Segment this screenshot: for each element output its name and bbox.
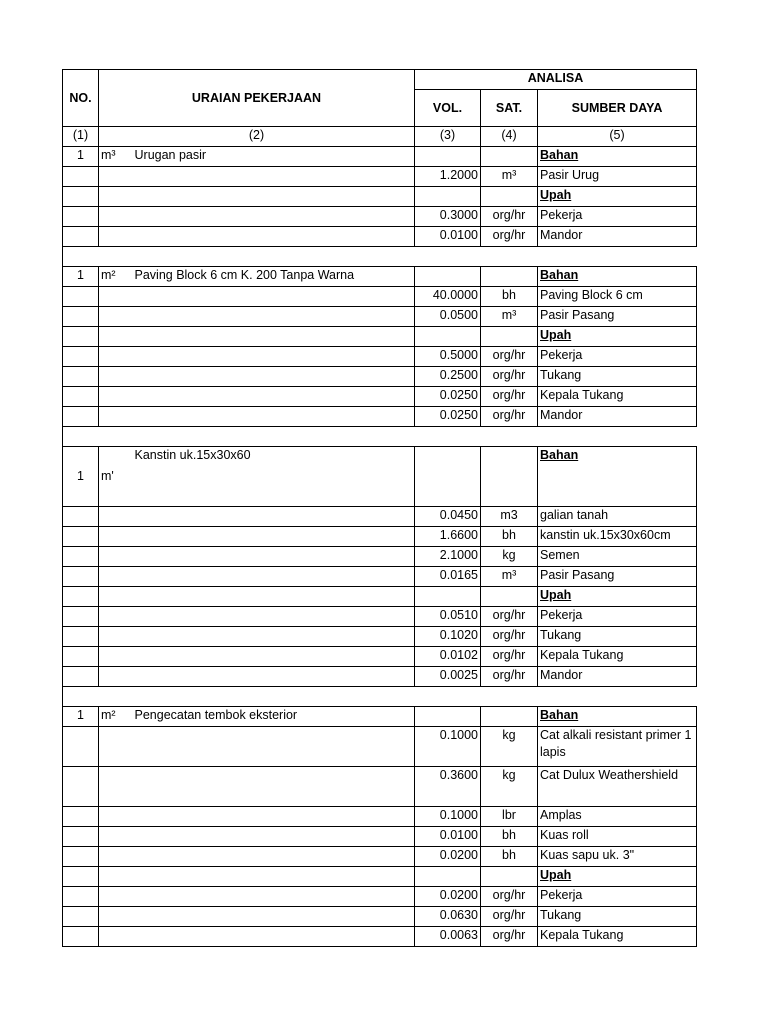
col-index-1: (1) [63, 127, 99, 147]
unit-cell: bh [481, 287, 538, 307]
volume-cell: 0.3000 [415, 207, 481, 227]
item-number: 1 [63, 267, 99, 287]
table-row [63, 807, 697, 827]
uraian-empty [99, 607, 415, 627]
resource-name: Tukang [538, 627, 697, 647]
table-row [63, 327, 697, 347]
table-row [63, 147, 697, 167]
resource-section-label: Bahan [538, 267, 697, 287]
table-row [63, 287, 697, 307]
unit-cell: m³ [481, 567, 538, 587]
resource-name: Mandor [538, 227, 697, 247]
uraian-empty [99, 847, 415, 867]
resource-section-label: Bahan [538, 447, 697, 507]
uraian-empty [99, 807, 415, 827]
col-header-analisa: ANALISA [415, 70, 697, 90]
resource-section-label: Upah [538, 327, 697, 347]
item-number-empty [63, 207, 99, 227]
item-number-empty [63, 847, 99, 867]
item-unit [99, 147, 133, 167]
unit-cell [481, 187, 538, 207]
item-unit-label: m² [101, 268, 116, 282]
item-number-empty [63, 907, 99, 927]
volume-cell: 0.0450 [415, 507, 481, 527]
unit-underline [99, 286, 133, 287]
item-number-empty [63, 727, 99, 767]
table-row [63, 927, 697, 947]
volume-cell: 40.0000 [415, 287, 481, 307]
unit-cell: m³ [481, 167, 538, 187]
uraian-empty [99, 567, 415, 587]
item-number-empty [63, 287, 99, 307]
item-unit [99, 707, 133, 727]
volume-cell [415, 707, 481, 727]
uraian-empty [99, 407, 415, 427]
table-row [63, 767, 697, 807]
unit-cell: org/hr [481, 347, 538, 367]
volume-cell [415, 867, 481, 887]
unit-cell: bh [481, 847, 538, 867]
item-number-empty [63, 607, 99, 627]
section-gap [63, 427, 697, 447]
resource-section-label: Upah [538, 587, 697, 607]
item-number-empty [63, 927, 99, 947]
table-row [63, 187, 697, 207]
uraian-empty [99, 827, 415, 847]
unit-cell: org/hr [481, 207, 538, 227]
item-unit-label: m' [101, 469, 114, 483]
resource-name: kanstin uk.15x30x60cm [538, 527, 697, 547]
volume-cell: 0.1000 [415, 727, 481, 767]
item-number-empty [63, 347, 99, 367]
unit-cell: kg [481, 547, 538, 567]
resource-name: Tukang [538, 907, 697, 927]
resource-section-label: Bahan [538, 147, 697, 167]
table-row [63, 627, 697, 647]
table-row [63, 667, 697, 687]
resource-name: Tukang [538, 367, 697, 387]
table-row [63, 307, 697, 327]
volume-cell: 2.1000 [415, 547, 481, 567]
volume-cell: 0.0165 [415, 567, 481, 587]
volume-cell: 0.0100 [415, 227, 481, 247]
col-header-uraian: URAIAN PEKERJAAN [99, 70, 415, 127]
unit-cell: kg [481, 767, 538, 807]
col-index-5: (5) [538, 127, 697, 147]
resource-name: Kuas sapu uk. 3" [538, 847, 697, 867]
item-number-empty [63, 167, 99, 187]
unit-cell [481, 147, 538, 167]
resource-name: galian tanah [538, 507, 697, 527]
item-title: Urugan pasir [133, 147, 415, 167]
uraian-empty [99, 387, 415, 407]
col-index-2: (2) [99, 127, 415, 147]
unit-cell: org/hr [481, 667, 538, 687]
uraian-empty [99, 287, 415, 307]
gap-cell [63, 687, 697, 707]
volume-cell: 1.2000 [415, 167, 481, 187]
volume-cell: 0.0250 [415, 387, 481, 407]
item-number-empty [63, 867, 99, 887]
uraian-empty [99, 307, 415, 327]
item-number-empty [63, 407, 99, 427]
table-row [63, 407, 697, 427]
item-unit [99, 267, 133, 287]
table-row [63, 867, 697, 887]
uraian-empty [99, 527, 415, 547]
col-header-vol: VOL. [415, 90, 481, 127]
volume-cell [415, 447, 481, 507]
resource-name: Pekerja [538, 607, 697, 627]
item-number-empty [63, 627, 99, 647]
uraian-empty [99, 887, 415, 907]
uraian-empty [99, 207, 415, 227]
volume-cell: 0.0500 [415, 307, 481, 327]
unit-cell: kg [481, 727, 538, 767]
volume-cell: 0.0200 [415, 887, 481, 907]
resource-section-label: Upah [538, 867, 697, 887]
volume-cell: 0.0510 [415, 607, 481, 627]
resource-name: Cat Dulux Weathershield [538, 767, 697, 807]
uraian-empty [99, 347, 415, 367]
resource-name: Pasir Urug [538, 167, 697, 187]
volume-cell [415, 187, 481, 207]
item-number-empty [63, 567, 99, 587]
uraian-empty [99, 927, 415, 947]
item-number-empty [63, 227, 99, 247]
volume-cell: 0.0200 [415, 847, 481, 867]
item-number-empty [63, 827, 99, 847]
resource-name: Kepala Tukang [538, 387, 697, 407]
unit-cell: m³ [481, 307, 538, 327]
table-row [63, 727, 697, 767]
table-body [63, 147, 697, 947]
uraian-empty [99, 367, 415, 387]
section-gap [63, 247, 697, 267]
item-number-empty [63, 767, 99, 807]
volume-cell: 1.6600 [415, 527, 481, 547]
uraian-empty [99, 667, 415, 687]
uraian-empty [99, 867, 415, 887]
item-number-empty [63, 387, 99, 407]
uraian-empty [99, 907, 415, 927]
table-row [63, 367, 697, 387]
table-row [63, 827, 697, 847]
item-number-empty [63, 527, 99, 547]
resource-name: Kepala Tukang [538, 927, 697, 947]
col-index-3: (3) [415, 127, 481, 147]
col-header-sat: SAT. [481, 90, 538, 127]
item-title: Kanstin uk.15x30x60 [133, 447, 415, 507]
table-row [63, 707, 697, 727]
unit-cell: org/hr [481, 227, 538, 247]
volume-cell: 0.0102 [415, 647, 481, 667]
resource-name: Mandor [538, 667, 697, 687]
volume-cell: 0.3600 [415, 767, 481, 807]
resource-section-label: Bahan [538, 707, 697, 727]
table-row [63, 547, 697, 567]
table-row [63, 527, 697, 547]
volume-cell: 0.1000 [415, 807, 481, 827]
unit-cell [481, 587, 538, 607]
uraian-empty [99, 647, 415, 667]
item-title: Pengecatan tembok eksterior [133, 707, 415, 727]
gap-cell [63, 247, 697, 267]
uraian-empty [99, 547, 415, 567]
volume-cell [415, 327, 481, 347]
table-row [63, 227, 697, 247]
item-number: 1 [63, 707, 99, 727]
uraian-empty [99, 767, 415, 807]
unit-cell: bh [481, 827, 538, 847]
table-row [63, 647, 697, 667]
table-row [63, 567, 697, 587]
item-number-empty [63, 647, 99, 667]
resource-name: Pasir Pasang [538, 567, 697, 587]
volume-cell [415, 587, 481, 607]
gap-cell [63, 427, 697, 447]
item-number-empty [63, 547, 99, 567]
resource-name: Amplas [538, 807, 697, 827]
item-number-empty [63, 327, 99, 347]
uraian-empty [99, 227, 415, 247]
table-row [63, 387, 697, 407]
table-row [63, 447, 697, 507]
volume-cell: 0.0630 [415, 907, 481, 927]
resource-name: Pekerja [538, 887, 697, 907]
unit-cell [481, 267, 538, 287]
item-number-empty [63, 887, 99, 907]
table-row [63, 207, 697, 227]
unit-cell: org/hr [481, 367, 538, 387]
unit-cell: org/hr [481, 647, 538, 667]
item-number-empty [63, 807, 99, 827]
unit-underline [99, 166, 133, 167]
uraian-empty [99, 727, 415, 767]
volume-cell: 0.0100 [415, 827, 481, 847]
resource-name: Semen [538, 547, 697, 567]
resource-name: Pasir Pasang [538, 307, 697, 327]
unit-cell [481, 707, 538, 727]
col-header-no: NO. [63, 70, 99, 127]
volume-cell: 0.0063 [415, 927, 481, 947]
uraian-empty [99, 167, 415, 187]
resource-name: Mandor [538, 407, 697, 427]
item-number-empty [63, 667, 99, 687]
unit-cell: m3 [481, 507, 538, 527]
unit-cell: org/hr [481, 927, 538, 947]
resource-section-label: Upah [538, 187, 697, 207]
item-number-empty [63, 307, 99, 327]
resource-name: Kuas roll [538, 827, 697, 847]
volume-cell: 0.2500 [415, 367, 481, 387]
table-row [63, 907, 697, 927]
table-row [63, 347, 697, 367]
uraian-empty [99, 587, 415, 607]
item-number-empty [63, 187, 99, 207]
analisa-table [62, 69, 697, 947]
uraian-empty [99, 187, 415, 207]
unit-cell [481, 447, 538, 507]
item-number-empty [63, 507, 99, 527]
unit-cell: lbr [481, 807, 538, 827]
table-row [63, 587, 697, 607]
unit-cell: org/hr [481, 407, 538, 427]
item-number: 1 [63, 447, 99, 507]
item-unit [99, 447, 133, 507]
uraian-empty [99, 327, 415, 347]
item-number-empty [63, 587, 99, 607]
resource-name: Pekerja [538, 347, 697, 367]
item-unit-label: m² [101, 708, 116, 722]
col-index-4: (4) [481, 127, 538, 147]
unit-cell [481, 327, 538, 347]
uraian-empty [99, 627, 415, 647]
resource-name: Pekerja [538, 207, 697, 227]
volume-cell: 0.1020 [415, 627, 481, 647]
unit-cell: bh [481, 527, 538, 547]
unit-cell: org/hr [481, 887, 538, 907]
unit-cell: org/hr [481, 607, 538, 627]
resource-name: Cat alkali resistant primer 1 lapis [538, 727, 697, 767]
volume-cell: 0.5000 [415, 347, 481, 367]
volume-cell: 0.0250 [415, 407, 481, 427]
table-row [63, 267, 697, 287]
volume-cell [415, 147, 481, 167]
unit-underline [99, 726, 133, 727]
item-number-empty [63, 367, 99, 387]
unit-cell [481, 867, 538, 887]
table-row [63, 607, 697, 627]
resource-name: Paving Block 6 cm [538, 287, 697, 307]
volume-cell [415, 267, 481, 287]
unit-cell: org/hr [481, 907, 538, 927]
unit-cell: org/hr [481, 387, 538, 407]
resource-name: Kepala Tukang [538, 647, 697, 667]
item-number: 1 [63, 147, 99, 167]
uraian-empty [99, 507, 415, 527]
volume-cell: 0.0025 [415, 667, 481, 687]
col-header-sumber-daya: SUMBER DAYA [538, 90, 697, 127]
table-row [63, 167, 697, 187]
table-row [63, 887, 697, 907]
item-unit-label: m³ [101, 148, 116, 162]
item-title: Paving Block 6 cm K. 200 Tanpa Warna [133, 267, 415, 287]
section-gap [63, 687, 697, 707]
table-row [63, 847, 697, 867]
table-row [63, 507, 697, 527]
unit-cell: org/hr [481, 627, 538, 647]
